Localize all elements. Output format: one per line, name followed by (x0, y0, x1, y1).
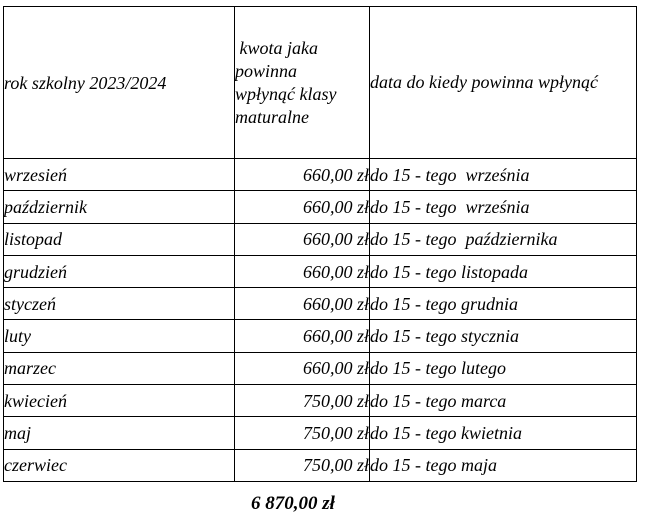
total-amount: 6 870,00 zł (251, 493, 335, 514)
amount-cell: 660,00 zł (235, 288, 370, 320)
month-cell: listopad (4, 223, 235, 255)
amount-cell: 750,00 zł (235, 449, 370, 481)
table-row (4, 159, 637, 191)
amount-cell: 750,00 zł (235, 385, 370, 417)
table-row (4, 417, 637, 449)
amount-cell: 750,00 zł (235, 417, 370, 449)
month-cell: wrzesień (4, 159, 235, 191)
table-row (4, 288, 637, 320)
due-date-cell: do 15 - tego października (370, 223, 637, 255)
header-due-date-label: data do kiedy powinna wpłynąć (370, 72, 598, 92)
table-body (4, 7, 637, 482)
table-row (4, 320, 637, 352)
table-row (4, 191, 637, 223)
amount-cell: 660,00 zł (235, 352, 370, 384)
header-row (4, 7, 637, 159)
month-cell: luty (4, 320, 235, 352)
table-row (4, 223, 637, 255)
due-date-cell: do 15 - tego listopada (370, 255, 637, 287)
due-date-cell: do 15 - tego stycznia (370, 320, 637, 352)
header-amount (235, 7, 370, 159)
due-date-cell: do 15 - tego września (370, 191, 637, 223)
table-row (4, 352, 637, 384)
due-date-cell: do 15 - tego marca (370, 385, 637, 417)
due-date-cell: do 15 - tego maja (370, 449, 637, 481)
amount-cell: 660,00 zł (235, 159, 370, 191)
month-cell: maj (4, 417, 235, 449)
month-cell: styczeń (4, 288, 235, 320)
header-school-year-label: rok szkolny 2023/2024 (4, 72, 167, 93)
due-date-cell: do 15 - tego kwietnia (370, 417, 637, 449)
payment-schedule-table (3, 6, 637, 482)
month-cell: marzec (4, 352, 235, 384)
amount-cell: 660,00 zł (235, 191, 370, 223)
amount-cell: 660,00 zł (235, 223, 370, 255)
month-cell: czerwiec (4, 449, 235, 481)
header-due-date (370, 7, 637, 159)
table-row (4, 449, 637, 481)
month-cell: kwiecień (4, 385, 235, 417)
due-date-cell: do 15 - tego grudnia (370, 288, 637, 320)
header-amount-label: kwota jaka powinna wpłynąć klasy maturalne (235, 37, 341, 127)
amount-cell: 660,00 zł (235, 255, 370, 287)
header-school-year (4, 7, 235, 159)
table-row (4, 385, 637, 417)
due-date-cell: do 15 - tego września (370, 159, 637, 191)
month-cell: październik (4, 191, 235, 223)
table-row (4, 255, 637, 287)
due-date-cell: do 15 - tego lutego (370, 352, 637, 384)
month-cell: grudzień (4, 255, 235, 287)
amount-cell: 660,00 zł (235, 320, 370, 352)
